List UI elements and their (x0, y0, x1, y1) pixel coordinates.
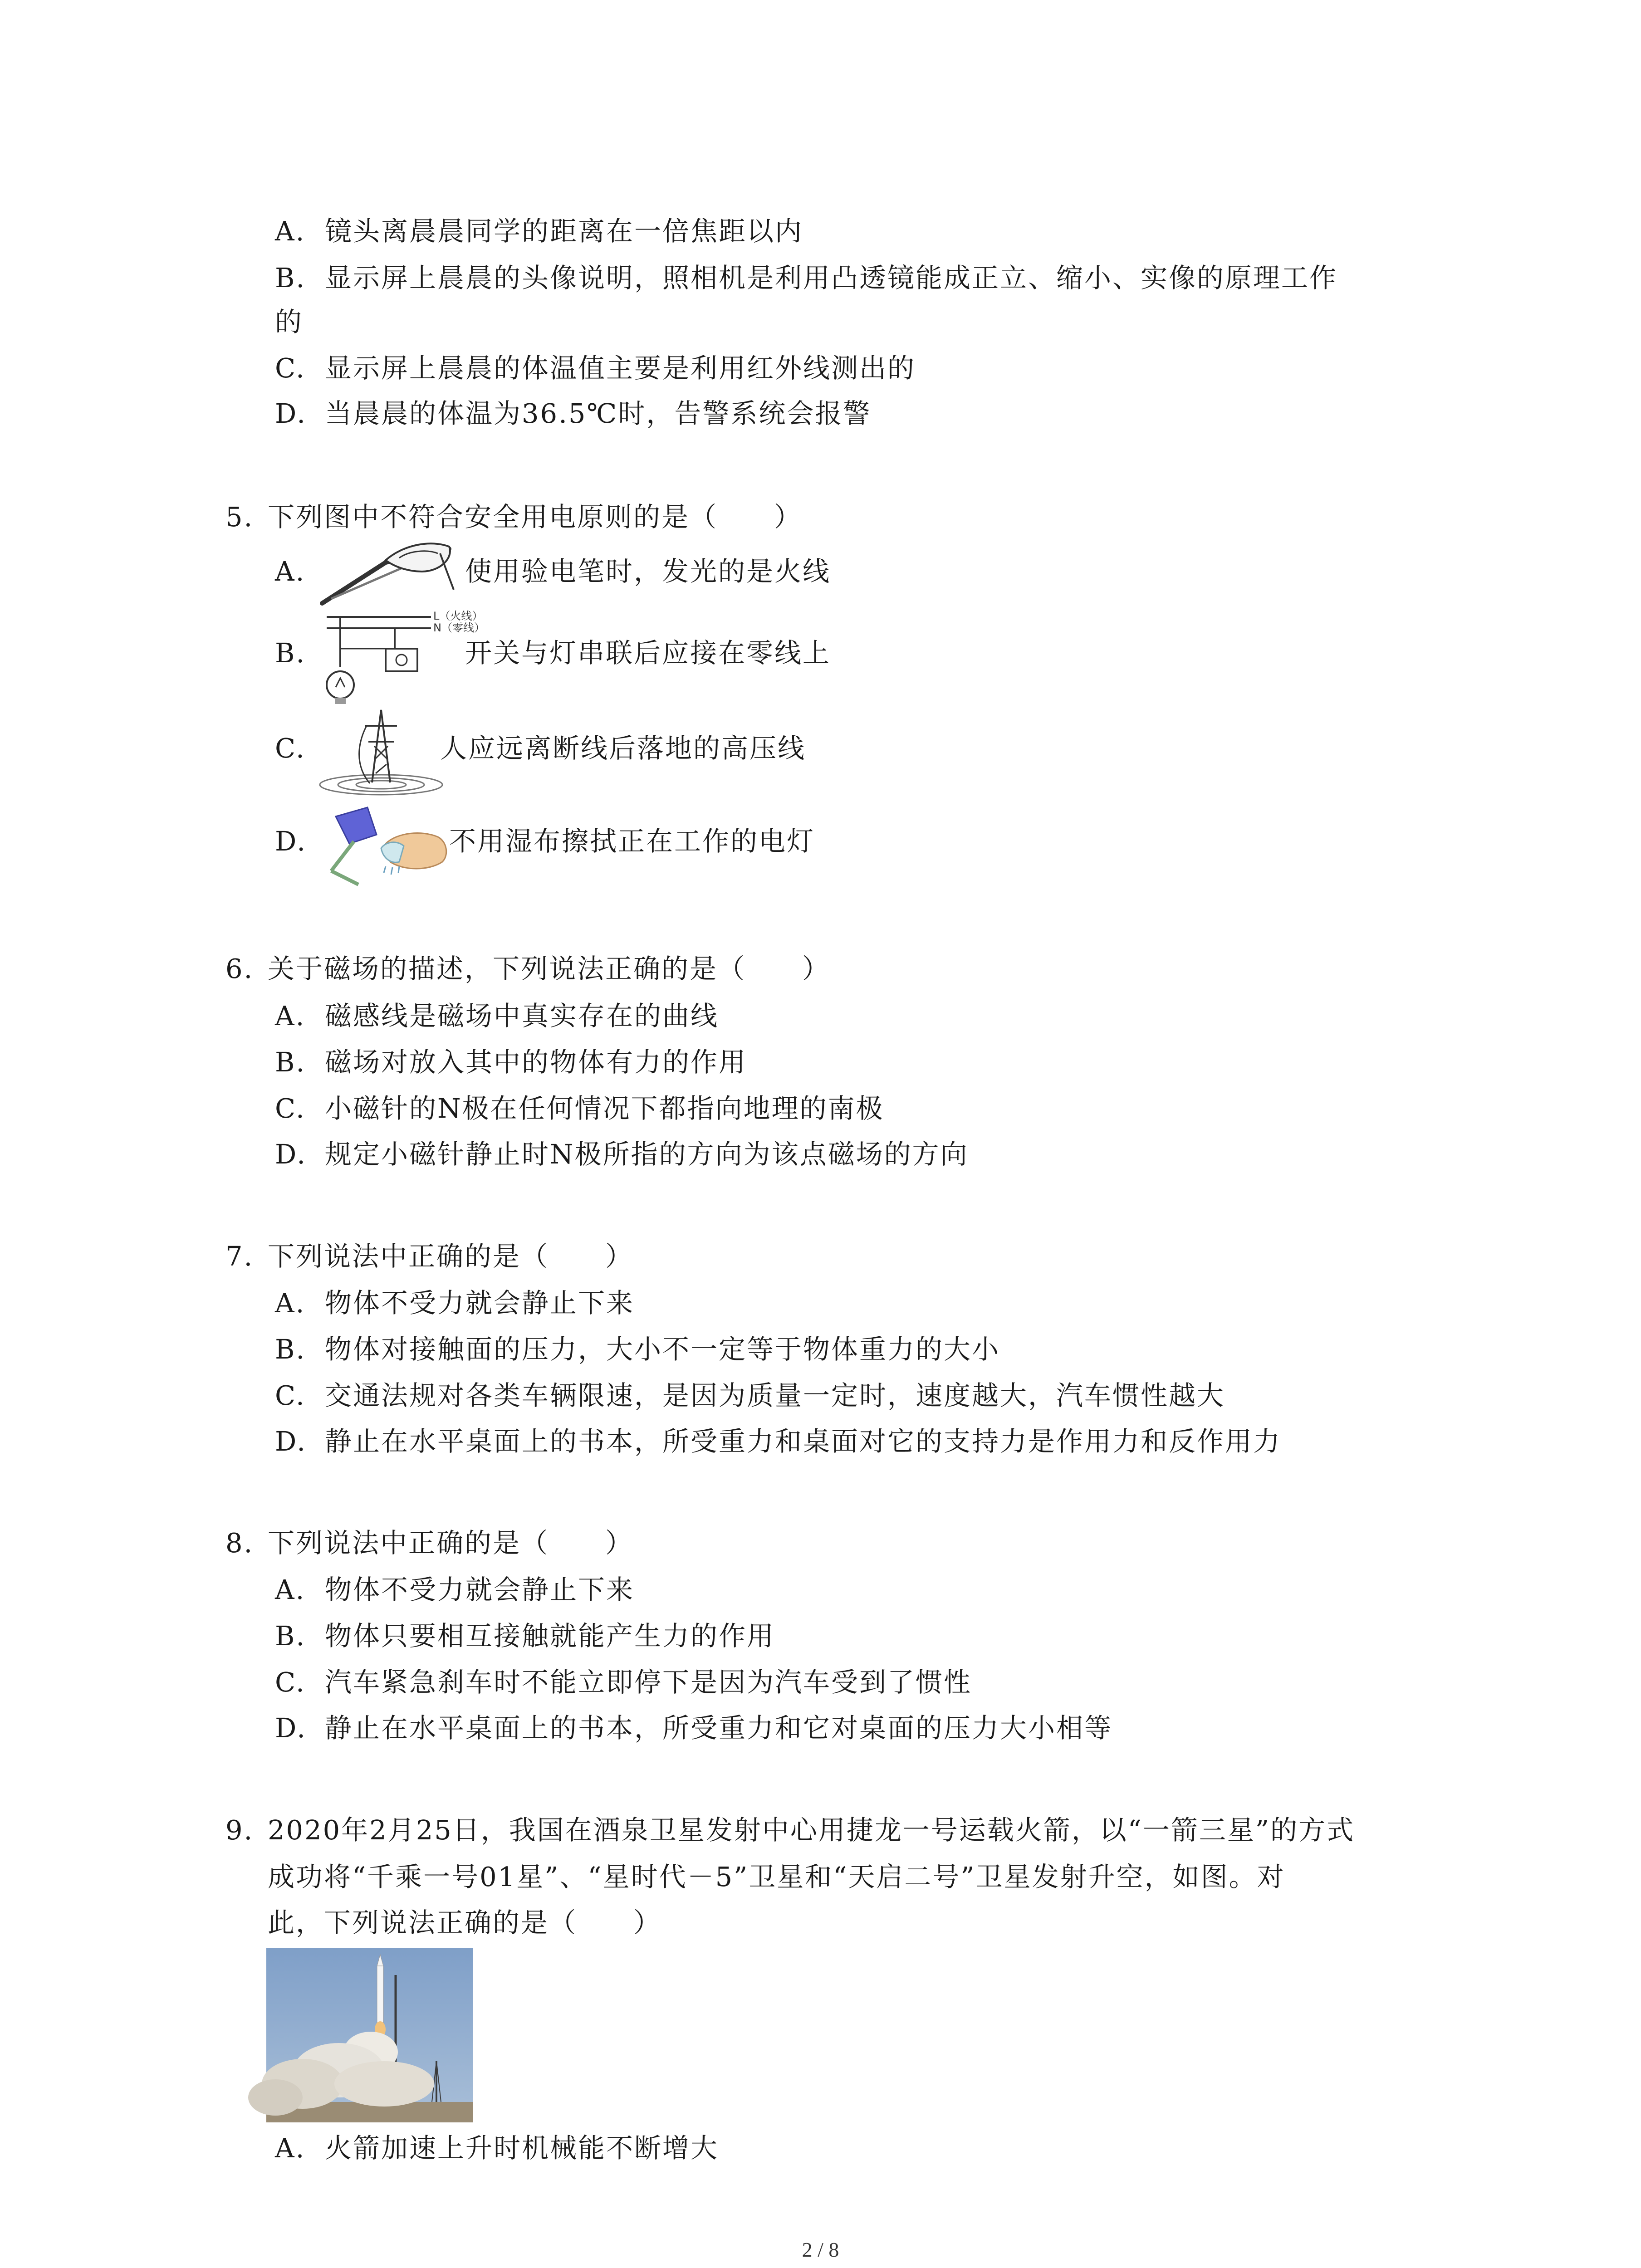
q5-option-a-text: 使用验电笔时，发光的是火线 (465, 556, 831, 587)
q7-option-d: D. 静止在水平桌面上的书本，所受重力和桌面对它的支持力是作用力和反作用力 (275, 1426, 1282, 1457)
desk-lamp-icon (318, 798, 449, 889)
q9-stem-line-1: 2020年2月25日，我国在酒泉卫星发射中心用捷龙一号运载火箭，以“一箭三星”的方式 (268, 1814, 1355, 1846)
q9-number: 9. (225, 1814, 254, 1846)
q7-option-c: C. 交通法规对各类车辆限速，是因为质量一定时，速度越大，汽车惯性越大 (275, 1380, 1225, 1411)
page-number: 2 / 8 (802, 2238, 839, 2261)
live-wire-label: L（火线） (433, 610, 483, 622)
q4-option-a: A. 镜头离晨晨同学的距离在一倍焦距以内 (275, 215, 803, 247)
q6-option-d: D. 规定小磁针静止时N极所指的方向为该点磁场的方向 (275, 1139, 969, 1170)
q8-number: 8. (225, 1527, 254, 1559)
q9-option-a: A. 火箭加速上升时机械能不断增大 (275, 2132, 719, 2164)
q5-option-c-label: C. (275, 733, 306, 764)
q8-option-a: A. 物体不受力就会静止下来 (275, 1574, 635, 1605)
q8-option-d: D. 静止在水平桌面上的书本，所受重力和它对桌面的压力大小相等 (275, 1712, 1113, 1744)
circuit-diagram-icon (318, 608, 485, 708)
q6-option-a: A. 磁感线是磁场中真实存在的曲线 (275, 1000, 719, 1031)
neutral-wire-label: N（零线） (433, 621, 485, 634)
q5-stem: 下列图中不符合安全用电原则的是（ ） (268, 501, 803, 533)
q4-option-b: B. 显示屏上晨晨的头像说明，照相机是利用凸透镜能成正立、缩小、实像的原理工作 (275, 262, 1338, 293)
q5-option-d-label: D. (275, 826, 307, 857)
q6-option-c: C. 小磁针的N极在任何情况下都指向地理的南极 (275, 1093, 884, 1124)
q5-option-b-text: 开关与灯串联后应接在零线上 (465, 637, 831, 669)
q8-option-c: C. 汽车紧急刹车时不能立即停下是因为汽车受到了惯性 (275, 1667, 972, 1698)
q4-option-b-continued: 的 (275, 306, 304, 337)
q8-stem: 下列说法中正确的是（ ） (268, 1527, 634, 1559)
q5-option-c-text: 人应远离断线后落地的高压线 (440, 733, 806, 764)
q7-option-a: A. 物体不受力就会静止下来 (275, 1287, 635, 1319)
q6-stem: 关于磁场的描述，下列说法正确的是（ ） (268, 953, 831, 984)
q8-option-b: B. 物体只要相互接触就能产生力的作用 (275, 1620, 775, 1652)
q5-number: 5. (225, 501, 254, 533)
q4-option-d: D. 当晨晨的体温为36.5℃时，告警系统会报警 (275, 398, 872, 429)
q7-option-b: B. 物体对接触面的压力，大小不一定等于物体重力的大小 (275, 1334, 1000, 1365)
q5-option-b-label: B. (275, 637, 306, 669)
q5-option-a-label: A. (275, 556, 306, 587)
q5-option-d-text: 不用湿布擦拭正在工作的电灯 (449, 826, 815, 857)
q9-stem-line-3: 此，下列说法正确的是（ ） (268, 1907, 662, 1938)
q7-stem: 下列说法中正确的是（ ） (268, 1241, 634, 1272)
q4-option-c: C. 显示屏上晨晨的体温值主要是利用红外线测出的 (275, 352, 916, 384)
q6-option-b: B. 磁场对放入其中的物体有力的作用 (275, 1046, 747, 1078)
q9-stem-line-2: 成功将“千乘一号01星”、“星时代－5”卫星和“天启二号”卫星发射升空，如图。对 (268, 1861, 1285, 1892)
test-pen-icon (318, 535, 467, 612)
rocket-launch-photo (266, 1948, 473, 2122)
q6-number: 6. (225, 953, 254, 984)
q7-number: 7. (225, 1241, 254, 1272)
high-voltage-tower-icon (318, 705, 445, 796)
